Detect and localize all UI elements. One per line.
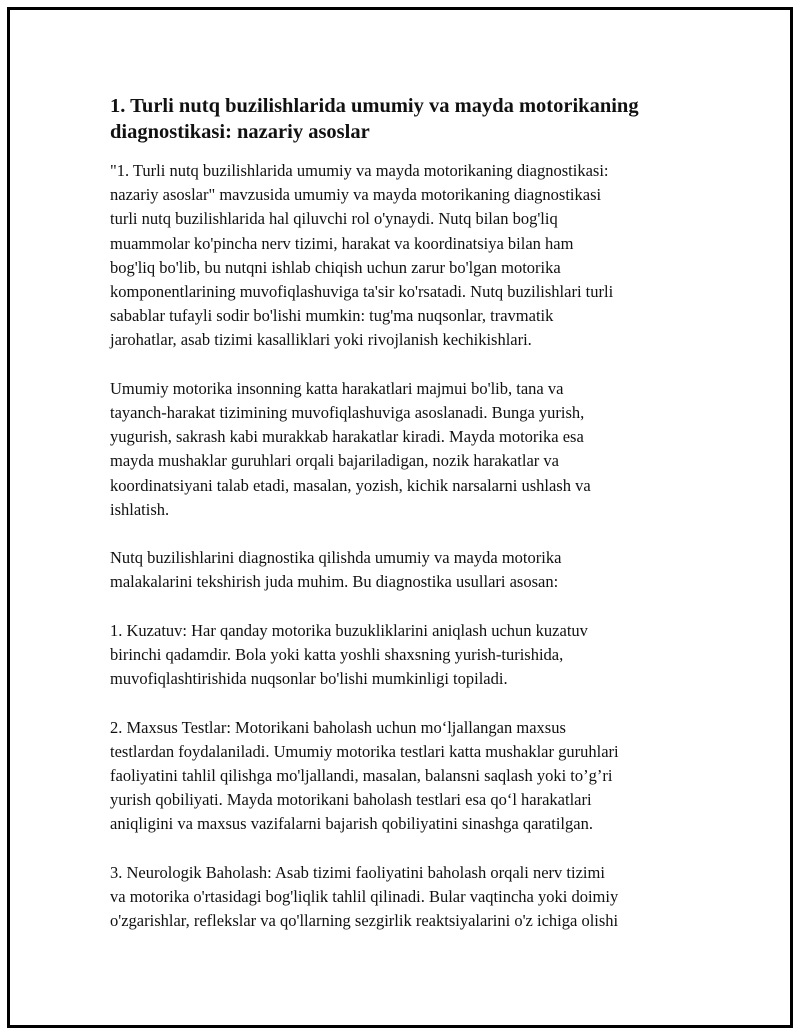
text-line: faoliyatini tahlil qilishga mo'ljallandi, masalan, balansni saqlash yoki to’g’ri (110, 766, 613, 786)
text-line: turli nutq buzilishlarida hal qiluvchi rol o'ynaydi. Nutq bilan bog'liq (110, 209, 558, 229)
paragraph-motorika (110, 377, 700, 522)
text-line: 2. Maxsus Testlar: Motorikani baholash uchun mo‘ljallangan maxsus (110, 717, 566, 737)
text-line: Umumiy motorika insonning katta harakatlari majmui bo'lib, tana va (110, 378, 564, 398)
text-line: sabablar tufayli sodir bo'lishi mumkin: tug'ma nuqsonlar, travmatik (110, 306, 554, 326)
text-line: birinchi qadamdir. Bola yoki katta yoshli shaxsning yurish-turishida, (110, 645, 564, 665)
text-line: muammolar ko'pincha nerv tizimi, harakat va koordinatsiya bilan ham (110, 233, 574, 253)
text-line: jarohatlar, asab tizimi kasalliklari yoki rivojlanish kechikishlari. (110, 330, 532, 350)
document-title (110, 93, 700, 145)
title-line: diagnostikasi: nazariy asoslar (110, 121, 370, 143)
text-line: mayda mushaklar guruhlari orqali bajariladigan, nozik harakatlar va (110, 451, 559, 471)
text-line: nazariy asoslar" mavzusida umumiy va mayda motorikaning diagnostikasi (110, 185, 602, 205)
text-line: va motorika o'rtasidagi bog'liqlik tahlil qilinadi. Bular vaqtincha yoki doimiy (110, 887, 619, 907)
text-line: "1. Turli nutq buzilishlarida umumiy va mayda motorikaning diagnostikasi: (110, 161, 609, 180)
title-line: 1. Turli nutq buzilishlarida umumiy va mayda motorikaning (110, 95, 639, 117)
paragraph-diagnostics (110, 546, 700, 594)
text-line: bog'liq bo'lib, bu nutqni ishlab chiqish uchun zarur bo'lgan motorika (110, 257, 561, 277)
text-line: Nutq buzilishlarini diagnostika qilishda umumiy va mayda motorika (110, 548, 562, 568)
paragraph-intro (110, 159, 700, 353)
text-line: o'zgarishlar, reflekslar va qo'llarning sezgirlik reaktsiyalarini o'z ichiga olishi (110, 911, 619, 931)
text-line: ishlatish. (110, 499, 170, 519)
text-line: muvofiqlashtirishida nuqsonlar bo'lishi mumkinligi topiladi. (110, 669, 508, 689)
text-line: koordinatsiyani talab etadi, masalan, yozish, kichik narsalarni ushlash va (110, 475, 591, 495)
paragraph-item-1 (110, 619, 700, 692)
text-line: yugurish, sakrash kabi murakkab harakatlar kiradi. Mayda motorika esa (110, 427, 584, 447)
paragraph-item-2 (110, 716, 700, 837)
paragraph-item-3 (110, 861, 700, 934)
text-line: tayanch-harakat tizimining muvofiqlashuviga asoslanadi. Bunga yurish, (110, 403, 585, 423)
document-body (110, 93, 700, 958)
text-line: malakalarini tekshirish juda muhim. Bu diagnostika usullari asosan: (110, 572, 559, 592)
text-line: testlardan foydalaniladi. Umumiy motorika testlari katta mushaklar guruhlari (110, 741, 619, 761)
text-line: aniqligini va maxsus vazifalarni bajarish qobiliyatini sinashga qaratilgan. (110, 814, 593, 834)
text-line: 1. Kuzatuv: Har qanday motorika buzukliklarini aniqlash uchun kuzatuv (110, 620, 588, 640)
text-line: yurish qobiliyati. Mayda motorikani baholash testlari esa qo‘l harakatlari (110, 790, 592, 810)
text-line: komponentlarining muvofiqlashuviga ta'sir ko'rsatadi. Nutq buzilishlari turli (110, 282, 614, 302)
text-line: 3. Neurologik Baholash: Asab tizimi faoliyatini baholash orqali nerv tizimi (110, 862, 605, 882)
